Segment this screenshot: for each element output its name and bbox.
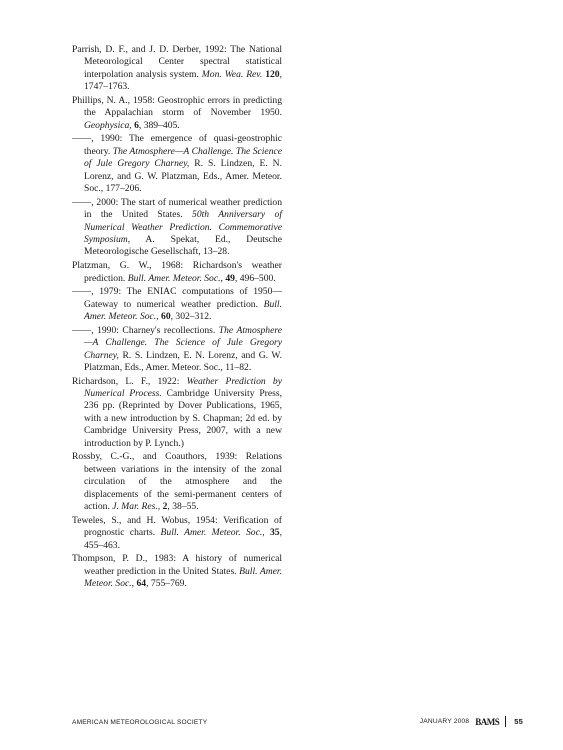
reference-entry: Thompson, P. D., 1983: A history of numerical weather prediction in the United States. Bull. Amer. Meteor. Soc., 64, 755–769.: [72, 553, 282, 590]
reference-entry: Platzman, G. W., 1968: Richardson's weather prediction. Bull. Amer. Meteor. Soc., 49, 496–500.: [72, 260, 282, 284]
reference-entry: ——, 1990: Charney's recollections. The Atmosphere—A Challenge. The Science of Jule Gregory Charney, R. S. Lindzen, E. N. Lorenz, and G. W. Platzman, Eds., Amer. Meteor. Soc., 11–82.: [72, 324, 282, 373]
reference-entry: Teweles, S., and H. Wobus, 1954: Verification of prognostic charts. Bull. Amer. Meteor. Soc., 35, 455–463.: [72, 514, 282, 551]
footer-society: AMERICAN METEOROLOGICAL SOCIETY: [72, 719, 208, 726]
reference-list: [72, 44, 282, 592]
bams-logo: BAMS: [475, 716, 500, 727]
reference-entry: ——, 1979: The ENIAC computations of 1950—Gateway to numerical weather prediction. Bull. Amer. Meteor. Soc., 60, 302–312.: [72, 286, 282, 323]
reference-entry: ——, 1990: The emergence of quasi-geostrophic theory. The Atmosphere—A Challenge. The Science of Jule Gregory Charney, R. S. Lindzen, E. N. Lorenz, and G. W. Platzman, Eds., Amer. Meteor. Soc., 177–206.: [72, 133, 283, 195]
page-footer: [72, 716, 523, 730]
footer-date: JANUARY 2008: [419, 718, 470, 725]
page-number: 55: [514, 717, 523, 726]
footer-right: [420, 716, 523, 727]
reference-entry: Richardson, L. F., 1922: Weather Prediction by Numerical Process. Cambridge University Press, 236 pp. (Reprinted by Dover Publications, 1965, with a new introduction by S. Chapman; 2d ed. by Cambridge University Press, 2007, with a new introduction by P. Lynch.): [72, 375, 282, 449]
footer-divider: [505, 716, 506, 727]
reference-entry: Parrish, D. F., and J. D. Derber, 1992: The National Meteorological Center spectral statistical interpolation analysis system. Mon. Wea. Rev. 120, 1747–1763.: [72, 44, 282, 93]
reference-entry: Phillips, N. A., 1958: Geostrophic errors in predicting the Appalachian storm of November 1950. Geophysica, 6, 389–405.: [72, 94, 282, 131]
reference-entry: Rossby, C.-G., and Coauthors, 1939: Relations between variations in the intensity of the zonal circulation of the atmosphere and the displacements of the semi-permanent centers of action. J. Mar. Res., 2, 38–55.: [72, 451, 282, 512]
reference-entry: ——, 2000: The start of numerical weather prediction in the United States. 50th Anniversary of Numerical Weather Prediction. Commemorative Symposium, A. Spekat, Ed., Deutsche Meteorologische Gesellschaft, 13–28.: [72, 196, 282, 258]
